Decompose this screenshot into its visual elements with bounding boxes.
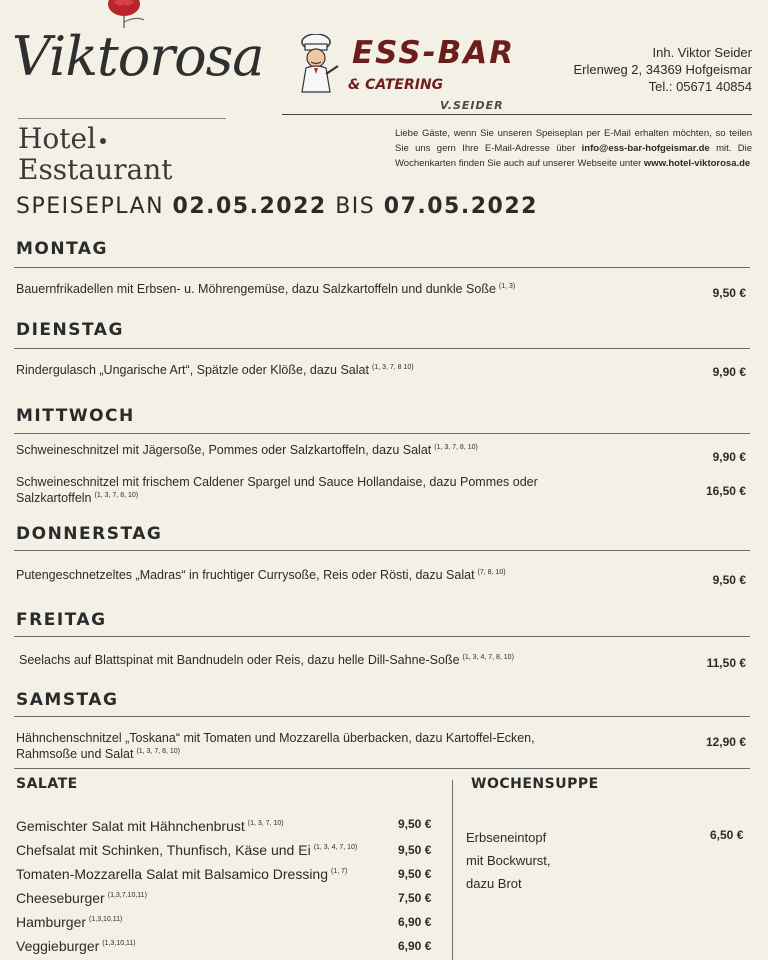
soup-line: mit Bockwurst, <box>466 853 551 868</box>
viktorosa-logo-text: Viktorosa <box>12 25 264 88</box>
page-title <box>16 196 538 218</box>
menu-item-price: 16,50 € <box>705 484 746 498</box>
rose-icon <box>100 0 150 28</box>
email-notice <box>395 126 752 171</box>
salate-heading: SALATE <box>16 776 78 792</box>
menu-item-price: 9,50 € <box>712 573 746 587</box>
day-divider <box>14 267 750 268</box>
logo-sub-left: Hotel <box>18 122 97 155</box>
soup-description <box>466 826 551 895</box>
title-prefix: SPEISEPLAN <box>16 194 165 219</box>
salad-item: Cheeseburger $^{(1,3,7,10,11)}$ <box>16 890 147 906</box>
logo-sub-right: Esstaurant <box>18 152 173 186</box>
address-block <box>574 44 753 95</box>
menu-item: Schweineschnitzel mit frischem Caldener Spargel und Sauce Hollandaise, dazu Pommes oder Salzkartoffeln $^{(1, 3, 7, 8, 10)}$ <box>16 475 538 505</box>
day-divider <box>14 550 750 551</box>
website-link[interactable]: www.hotel-viktorosa.de <box>643 158 751 169</box>
day-divider <box>14 433 750 434</box>
notice-text: mit. Die Wochenkarten finden Sie auch auf unserer Webseite unter <box>395 143 752 169</box>
salad-item: Hamburger $^{(1,3,10,11)}$ <box>16 914 123 930</box>
day-heading-freitag: FREITAG <box>16 610 107 630</box>
salad-item-price: 6,90 € <box>398 939 432 953</box>
header-divider <box>282 114 752 115</box>
section-divider <box>14 768 750 769</box>
day-heading-mittwoch: MITTWOCH <box>16 406 135 426</box>
day-divider <box>14 348 750 349</box>
title-from-date: 02.05.2022 <box>172 194 327 219</box>
menu-item: Schweineschnitzel mit Jägersoße, Pommes oder Salzkartoffeln, dazu Salat $^{(1, 3, 7, 8, 10)}$ <box>16 443 478 457</box>
menu-item: Bauernfrikadellen mit Erbsen- u. Möhrengemüse, dazu Salzkartoffeln und dunkle Soße $^{(1, 3)}$ <box>16 282 516 296</box>
email-link[interactable]: info@ess-bar-hofgeismar.de <box>581 143 710 154</box>
salad-item: Tomaten-Mozzarella Salat mit Balsamico Dressing $^{(1, 7)}$ <box>16 866 348 882</box>
essbar-owner: V.SEIDER <box>440 99 504 112</box>
title-mid: BIS <box>335 194 376 219</box>
salad-item-price: 9,50 € <box>398 867 432 881</box>
menu-item-price: 12,90 € <box>705 735 746 749</box>
menu-item-price: 9,90 € <box>712 365 746 379</box>
day-heading-montag: MONTAG <box>16 239 108 259</box>
salad-item-price: 6,90 € <box>398 915 432 929</box>
chef-icon <box>292 34 342 94</box>
menu-item: Seelachs auf Blattspinat mit Bandnudeln oder Reis, dazu helle Dill-Sahne-Soße $^{(1, 3, 4, 7, 8, 10)}$ <box>19 653 514 667</box>
essbar-catering: & CATERING <box>348 77 444 93</box>
address-line: Tel.: 05671 40854 <box>648 79 752 94</box>
salad-item-price: 7,50 € <box>398 891 432 905</box>
soup-price: 6,50 € <box>710 828 744 842</box>
menu-item-price: 11,50 € <box>706 656 746 670</box>
salad-item-price: 9,50 € <box>398 817 432 831</box>
salad-item: Veggieburger $^{(1,3,10,11)}$ <box>16 938 136 954</box>
soup-line: dazu Brot <box>466 876 522 891</box>
address-line: Erlenweg 2, 34369 Hofgeismar <box>573 62 752 77</box>
menu-item-price: 9,50 € <box>712 286 746 300</box>
dot-icon <box>100 138 106 144</box>
salad-item: Gemischter Salat mit Hähnchenbrust $^{(1, 3, 7, 10)}$ <box>16 818 284 834</box>
menu-item: Putengeschnetzeltes „Madras“ in fruchtiger Currysoße, Reis oder Rösti, dazu Salat $^{(7, 8, 10)}$ <box>16 568 506 582</box>
logo-divider <box>18 118 226 119</box>
title-to-date: 07.05.2022 <box>383 194 538 219</box>
column-divider <box>452 780 453 960</box>
hotel-restaurant-subtitle <box>18 124 233 186</box>
day-divider <box>14 636 750 637</box>
address-line: Inh. Viktor Seider <box>652 45 752 60</box>
menu-item: Rindergulasch „Ungarische Art“, Spätzle oder Klöße, dazu Salat $^{(1, 3, 7, 8 10)}$ <box>16 363 414 377</box>
salad-item-price: 9,50 € <box>398 843 432 857</box>
salad-item: Chefsalat mit Schinken, Thunfisch, Käse und Ei $^{(1, 3, 4, 7, 10)}$ <box>16 842 358 858</box>
day-heading-samstag: SAMSTAG <box>16 690 119 710</box>
menu-item: Hähnchenschnitzel „Toskana“ mit Tomaten und Mozzarella überbacken, dazu Kartoffel-Ecken, Rahmsoße und Salat $^{(1, 3, 7, 8, 10)}$ <box>16 731 535 761</box>
day-heading-donnerstag: DONNERSTAG <box>16 524 163 544</box>
notice-text: Liebe Gäste, wenn Sie unseren Speiseplan per E-Mail erhalten möchten, so teilen Sie uns gern Ihre E-Mail-Adresse über <box>395 128 752 154</box>
day-divider <box>14 716 750 717</box>
essbar-title: ESS-BAR <box>352 35 516 71</box>
soup-line: Erbseneintopf <box>466 830 547 845</box>
wochensuppe-heading: WOCHENSUPPE <box>471 776 599 792</box>
menu-item-price: 9,90 € <box>712 450 746 464</box>
day-heading-dienstag: DIENSTAG <box>16 320 124 340</box>
